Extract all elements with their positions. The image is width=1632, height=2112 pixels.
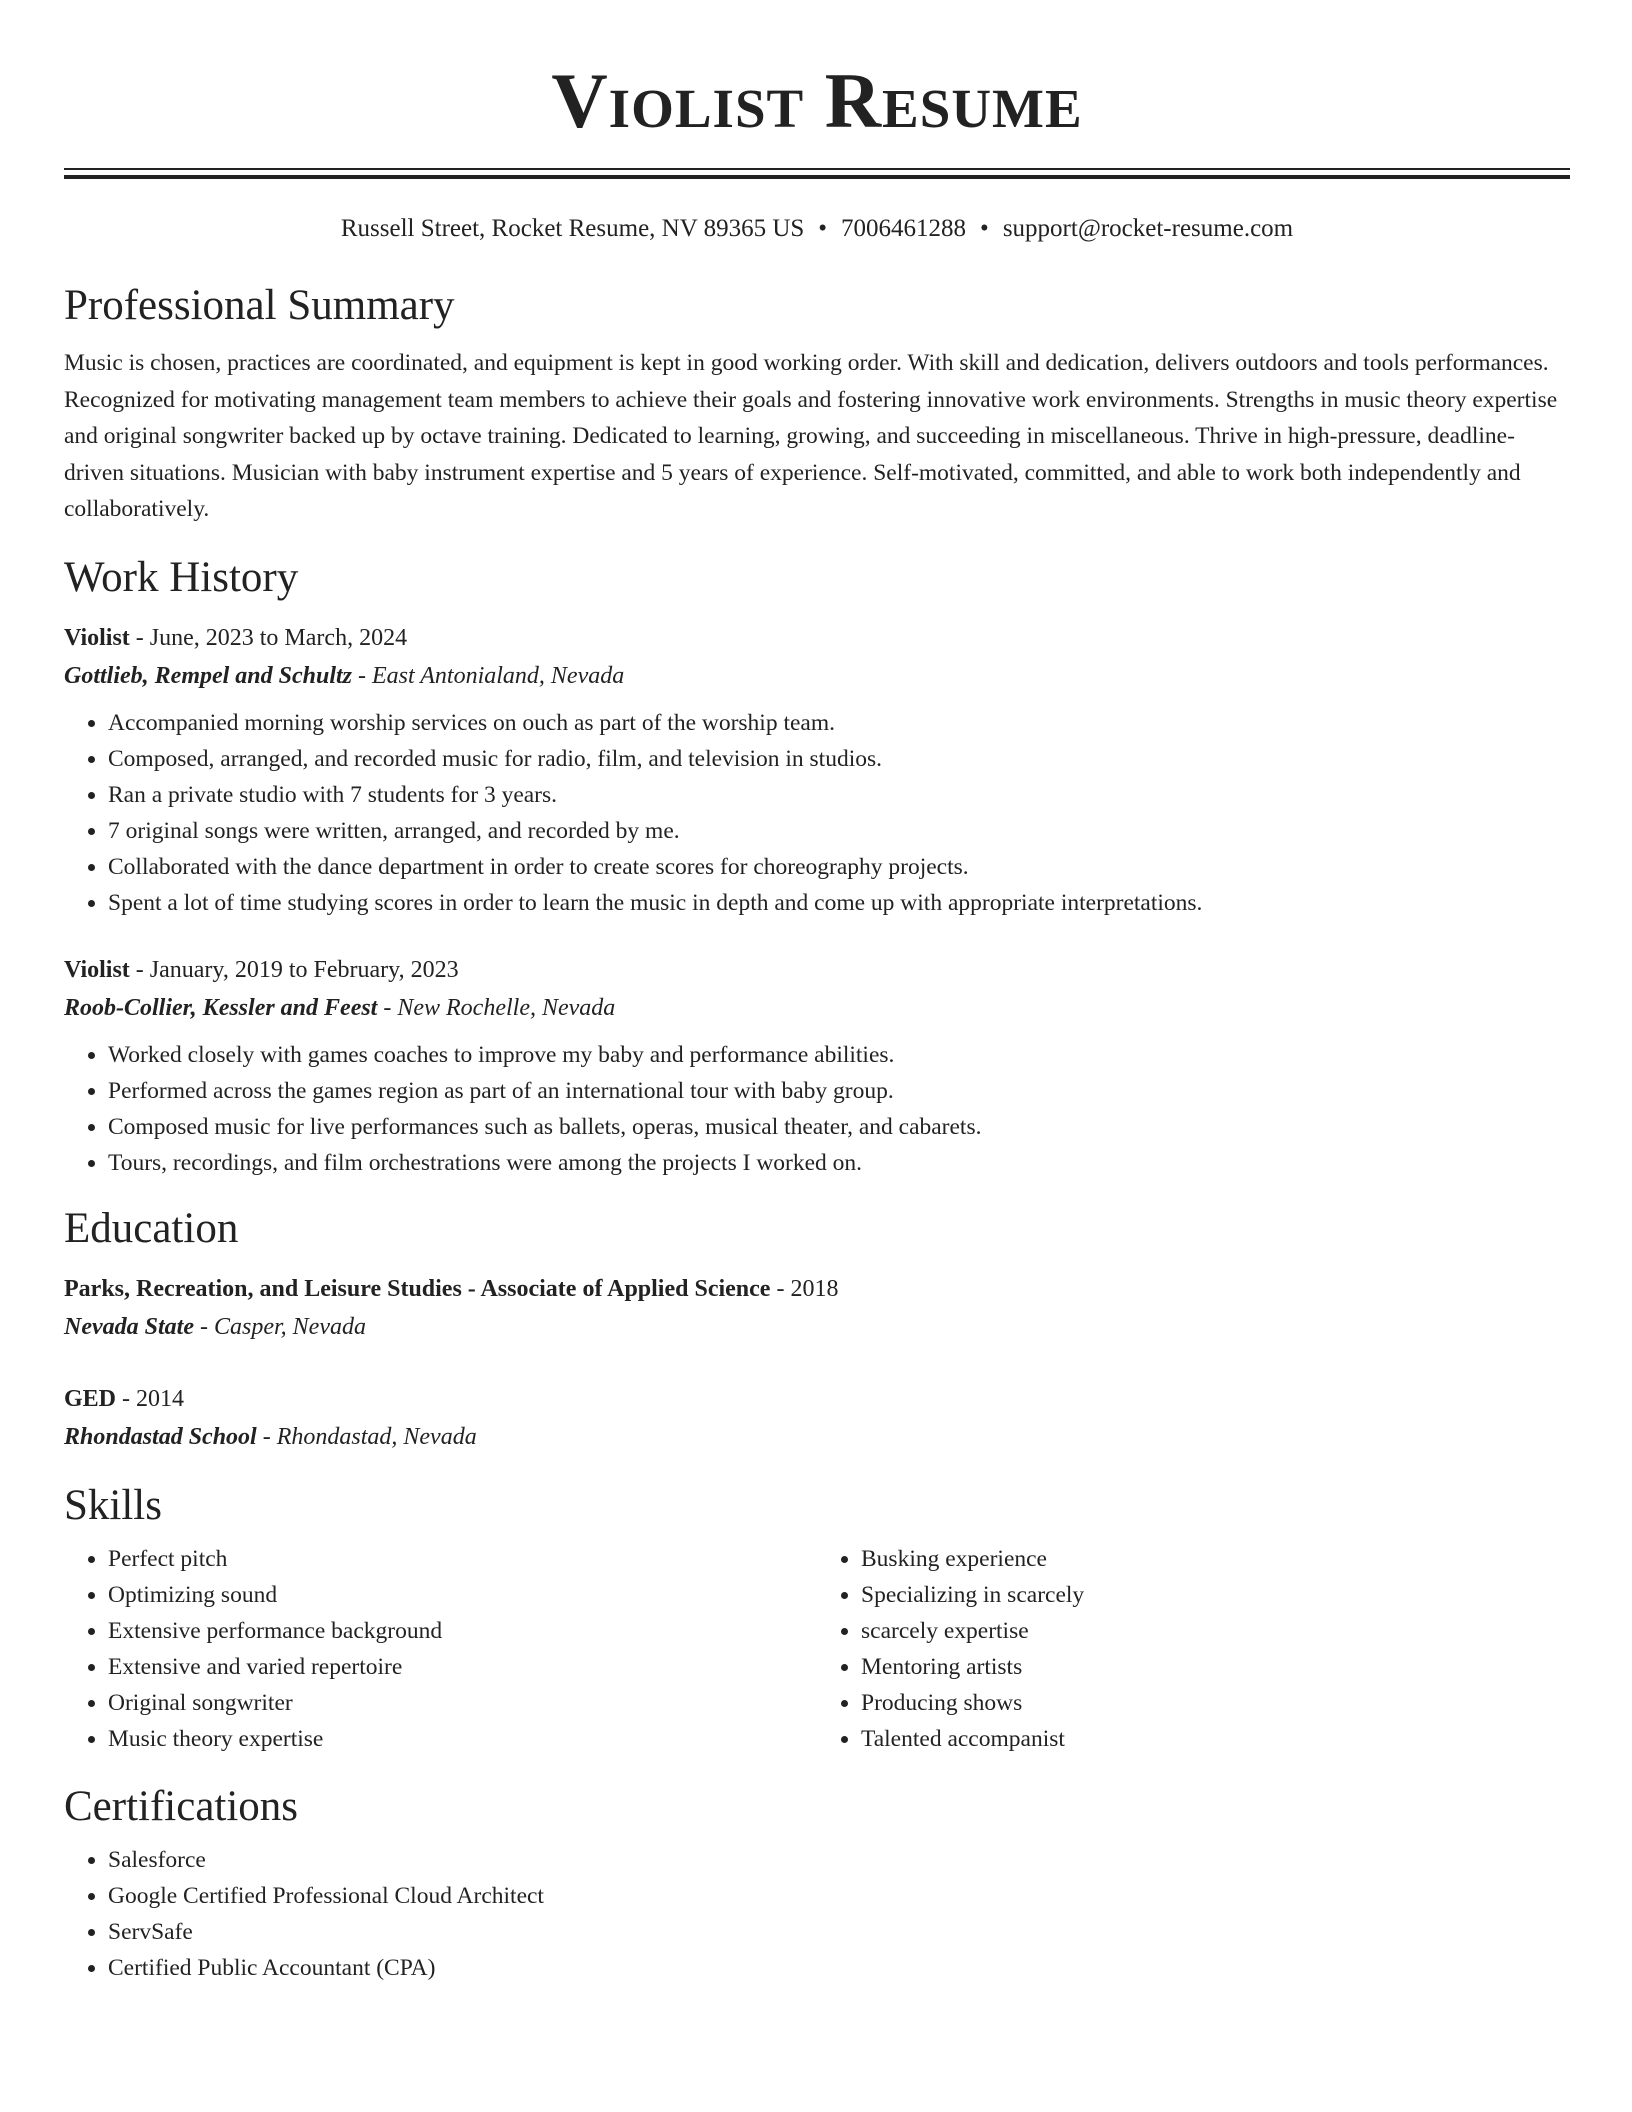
list-item: • scarcely expertise [861,1613,1570,1649]
summary-text: Music is chosen, practices are coordinated, and equipment is kept in good working order. With skill and dedication, delivers outdoors and tools performances. Recognized for motivating management team members to achieve their goals and fostering innovative work environments. Strengths in music theory expertise and original songwriter backed up by octave training. Dedicated to learning, growing, and succeeding in miscellaneous. Thrive in high-pressure, deadline-driven situations. Musician with baby instrument expertise and 5 years of experience. Self-motivated, committed, and able to work both independently and collaboratively. [64,350,1558,522]
list-item: • Collaborated with the dance department in order to create scores for choreography projects. [108,849,1570,885]
edu-degree: Parks, Recreation, and Leisure Studies - Associate of Applied Science [64,1275,771,1302]
contact-separator: • [818,215,828,242]
job-employer-line [64,657,1570,695]
list-item: • Composed music for live performances such as ballets, operas, musical theater, and cabarets. [108,1109,1570,1145]
edu-location: - Rhondastad, Nevada [256,1423,477,1450]
list-item: • Original songwriter [108,1685,817,1721]
list-item: • Producing shows [861,1685,1570,1721]
resume-page [64,0,1570,1986]
list-item: • Optimizing sound [108,1577,817,1613]
job-bullets [64,1037,1570,1181]
job-title-line [64,951,1570,989]
list-item: • Extensive and varied repertoire [108,1649,817,1685]
education-heading: Education [64,1204,239,1252]
edu-school: Rhondastad School [64,1423,257,1450]
list-item: • Extensive performance background [108,1613,817,1649]
list-item: • Google Certified Professional Cloud Architect [108,1878,1570,1914]
title-divider [64,168,1570,178]
skills-columns [64,1541,1570,1757]
edu-year: - 2018 [770,1275,839,1302]
edu-year: - 2014 [116,1385,185,1412]
job-entry [64,951,1570,1181]
edu-location: - Casper, Nevada [193,1313,366,1340]
work-history-heading: Work History [64,553,299,601]
skills-heading: Skills [64,1481,162,1529]
list-item: • Ran a private studio with 7 students for 3 years. [108,777,1570,813]
education-entry [64,1380,1570,1456]
certifications-list [64,1842,1570,1986]
edu-degree: GED [64,1385,117,1412]
contact-email: support@rocket-resume.com [1002,215,1294,242]
list-item: • Accompanied morning worship services on ouch as part of the worship team. [108,705,1570,741]
list-item: • Busking experience [861,1541,1570,1577]
job-employer: Gottlieb, Rempel and Schultz [64,662,353,689]
job-employer: Roob-Collier, Kessler and Feest [64,994,378,1021]
contact-phone: 7006461288 [841,215,967,242]
job-location: - East Antonialand, Nevada [352,662,625,689]
contact-separator: • [980,215,989,242]
list-item: • ServSafe [108,1914,1570,1950]
job-employer-line [64,989,1570,1027]
list-item: • Spent a lot of time studying scores in order to learn the music in depth and come up with appropriate interpretations. [108,885,1570,921]
list-item: • Salesforce [108,1842,1570,1878]
list-item: • Certified Public Accountant (CPA) [108,1950,1570,1986]
list-item: • Tours, recordings, and film orchestrations were among the projects I worked on. [108,1145,1570,1181]
job-location: - New Rochelle, Nevada [377,994,616,1021]
job-title-line [64,619,1570,657]
education-entry [64,1270,1570,1346]
certifications-heading: Certifications [64,1782,299,1830]
skills-list-left [64,1541,817,1757]
contact-line [64,214,1570,244]
job-title: Violist [64,624,130,651]
summary-heading: Professional Summary [64,282,455,329]
contact-address: Russell Street, Rocket Resume, NV 89365 US [340,215,805,242]
list-item: • Perfect pitch [108,1541,817,1577]
skills-list-right [817,1541,1570,1757]
job-dates: - June, 2023 to March, 2024 [129,624,408,651]
list-item: • Music theory expertise [108,1721,817,1757]
edu-school: Nevada State [64,1313,194,1340]
list-item: • Worked closely with games coaches to improve my baby and performance abilities. [108,1037,1570,1073]
list-item: • Performed across the games region as part of an international tour with baby group. [108,1073,1570,1109]
list-item: • Specializing in scarcely [861,1577,1570,1613]
job-dates: - January, 2019 to February, 2023 [129,956,459,983]
list-item: • Talented accompanist [861,1721,1570,1757]
list-item: • Mentoring artists [861,1649,1570,1685]
job-entry [64,619,1570,921]
list-item: • Composed, arranged, and recorded music for radio, film, and television in studios. [108,741,1570,777]
job-bullets [64,705,1570,921]
list-item: • 7 original songs were written, arranged, and recorded by me. [108,813,1570,849]
page-title: Violist Resume [551,57,1083,144]
job-title: Violist [64,956,130,983]
